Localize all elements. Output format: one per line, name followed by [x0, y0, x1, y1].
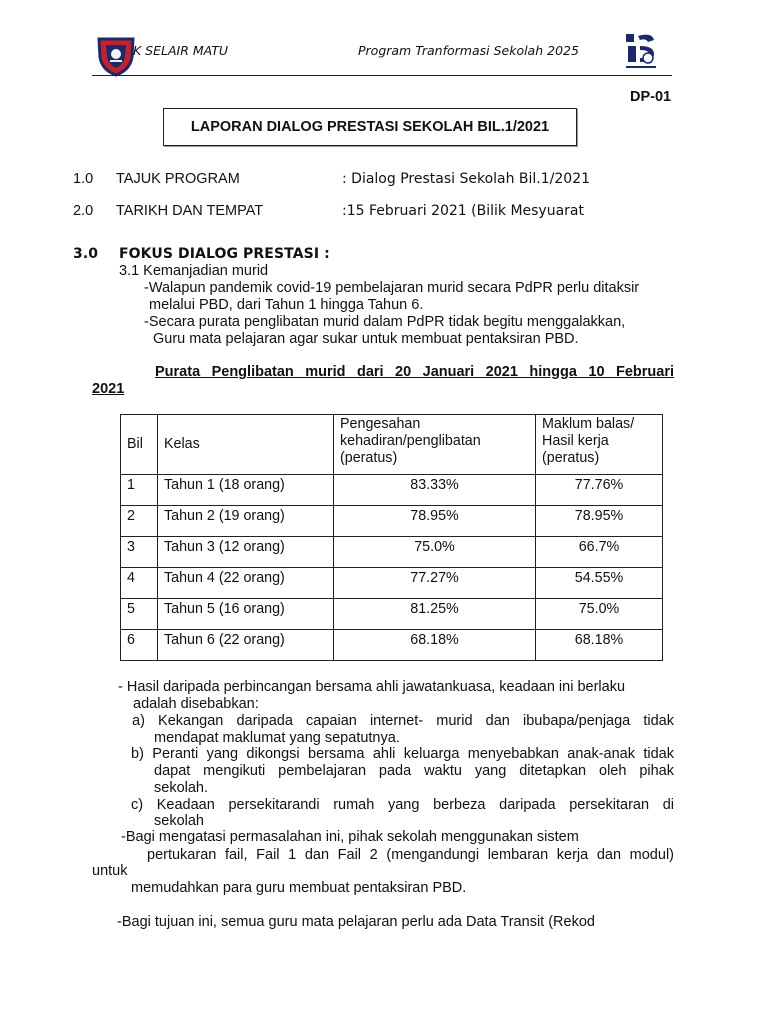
table-row: [121, 599, 663, 630]
document-code: DP-01: [630, 89, 672, 105]
solution-line-3: untuk: [92, 863, 128, 879]
reason-c-line-1: c) Keadaan persekitarandi rumah yang berbeza daripada persekitaran di: [131, 797, 674, 813]
section-3-label: FOKUS DIALOG PRESTASI :: [119, 246, 330, 262]
section-2-number: 2.0: [73, 203, 94, 219]
reason-c-line-2: sekolah: [154, 813, 204, 829]
cell-kelas: Tahun 5 (16 orang): [158, 599, 334, 630]
subsection-3-1: 3.1 Kemanjadian murid: [119, 263, 269, 279]
cell-kelas: Tahun 3 (12 orang): [158, 537, 334, 568]
cell-bil: 1: [121, 475, 158, 506]
paragraph-2-line-1: -Secara purata penglibatan murid dalam PdPR tidak begitu menggalakkan,: [144, 314, 626, 330]
cell-maklum-balas: 54.55%: [536, 568, 663, 599]
section-2-value: :15 Februari 2021 (Bilik Mesyuarat: [342, 203, 584, 219]
participation-table: [120, 414, 663, 661]
cell-bil: 6: [121, 630, 158, 661]
cell-kehadiran: 81.25%: [334, 599, 536, 630]
section-1-value: : Dialog Prestasi Sekolah Bil.1/2021: [342, 171, 591, 187]
paragraph-1-line-2: melalui PBD, dari Tahun 1 hingga Tahun 6.: [149, 297, 424, 313]
cell-bil: 3: [121, 537, 158, 568]
section-2-label: TARIKH DAN TEMPAT: [116, 203, 264, 219]
cell-maklum-balas: 77.76%: [536, 475, 663, 506]
cell-kelas: Tahun 2 (19 orang): [158, 506, 334, 537]
header-kehadiran: Pengesahan kehadiran/penglibatan (peratus): [334, 415, 536, 475]
cell-kelas: Tahun 1 (18 orang): [158, 475, 334, 506]
solution-line-1: -Bagi mengatasi permasalahan ini, pihak sekolah menggunakan sistem: [121, 829, 579, 845]
cell-kelas: Tahun 6 (22 orang): [158, 630, 334, 661]
reason-b-line-3: sekolah.: [154, 780, 209, 796]
header-rule: [92, 75, 672, 76]
final-paragraph-line: -Bagi tujuan ini, semua guru mata pelajaran perlu ada Data Transit (Rekod: [117, 914, 595, 930]
cell-bil: 4: [121, 568, 158, 599]
table-row: [121, 630, 663, 661]
section-1-number: 1.0: [73, 171, 94, 187]
table-header-row: [121, 415, 663, 475]
cell-maklum-balas: 66.7%: [536, 537, 663, 568]
solution-line-2: pertukaran fail, Fail 1 dan Fail 2 (mengandungi lembaran kerja dan modul): [147, 847, 674, 863]
program-name: Program Tranformasi Sekolah 2025: [358, 43, 579, 58]
cell-maklum-balas: 75.0%: [536, 599, 663, 630]
paragraph-2-line-2: Guru mata pelajaran agar sukar untuk membuat pentaksiran PBD.: [153, 331, 579, 347]
report-title: LAPORAN DIALOG PRESTASI SEKOLAH BIL.1/2021: [163, 108, 577, 146]
table-caption-line-2: 2021: [92, 381, 125, 397]
table-row: [121, 568, 663, 599]
section-3-number: 3.0: [73, 246, 99, 262]
cell-kelas: Tahun 4 (22 orang): [158, 568, 334, 599]
paragraph-1-line-1: -Walapun pandemik covid-19 pembelajaran murid secara PdPR perlu ditaksir: [144, 280, 640, 296]
table-row: [121, 537, 663, 568]
cell-kehadiran: 78.95%: [334, 506, 536, 537]
school-name: K SELAIR MATU: [133, 43, 229, 58]
cell-kehadiran: 77.27%: [334, 568, 536, 599]
header-kelas: Kelas: [158, 415, 334, 475]
school-crest-logo: [96, 35, 136, 77]
reason-a-line-2: mendapat maklumat yang sepatutnya.: [154, 730, 400, 746]
cell-kehadiran: 83.33%: [334, 475, 536, 506]
cell-bil: 5: [121, 599, 158, 630]
table-caption-line-1: Purata Penglibatan murid dari 20 Januari 2021 hingga 10 Februari: [155, 364, 674, 380]
reason-b-line-1: b) Peranti yang dikongsi bersama ahli keluarga menyebabkan anak-anak tidak: [131, 746, 674, 762]
discussion-intro-line-1: - Hasil daripada perbincangan bersama ahli jawatankuasa, keadaan ini berlaku: [118, 679, 626, 695]
program-logo: [624, 32, 658, 72]
reason-b-line-2: dapat mengikuti pembelajaran pada waktu yang ditetapkan oleh pihak: [154, 763, 674, 779]
section-1-label: TAJUK PROGRAM: [116, 171, 240, 187]
header-bil: Bil: [121, 415, 158, 475]
cell-kehadiran: 75.0%: [334, 537, 536, 568]
reason-a-line-1: a) Kekangan daripada capaian internet- murid dan ibubapa/penjaga tidak: [132, 713, 674, 729]
cell-kehadiran: 68.18%: [334, 630, 536, 661]
header-maklum-balas: Maklum balas/ Hasil kerja (peratus): [536, 415, 663, 475]
solution-line-4: memudahkan para guru membuat pentaksiran PBD.: [131, 880, 467, 896]
table-row: [121, 475, 663, 506]
table-row: [121, 506, 663, 537]
cell-bil: 2: [121, 506, 158, 537]
cell-maklum-balas: 78.95%: [536, 506, 663, 537]
discussion-intro-line-2: adalah disebabkan:: [133, 696, 259, 712]
cell-maklum-balas: 68.18%: [536, 630, 663, 661]
